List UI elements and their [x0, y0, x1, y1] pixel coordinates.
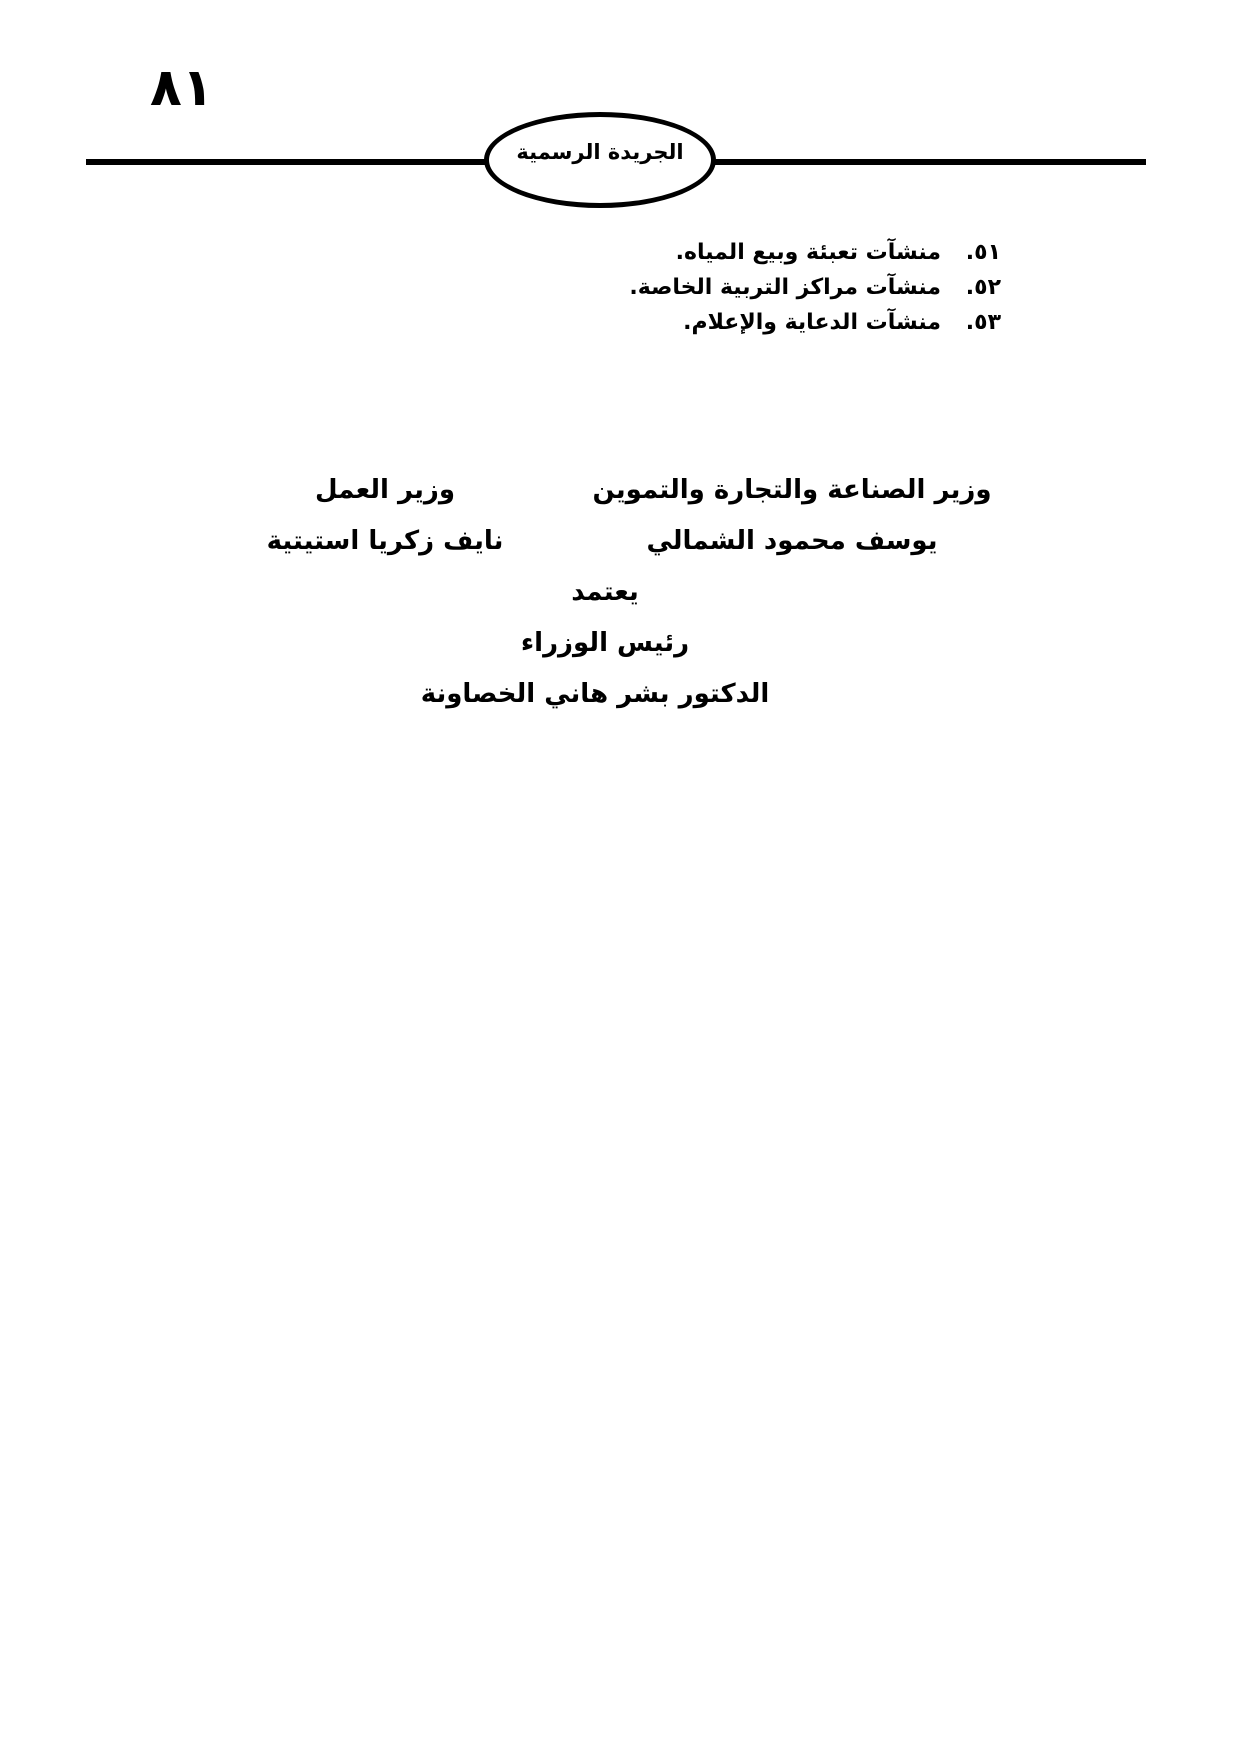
list-item-text: منشآت تعبئة وبيع المياه. [675, 240, 941, 265]
list-item [629, 275, 1001, 310]
list-item-number: ٥٢. [965, 275, 1001, 300]
list-item-text: منشآت مراكز التربية الخاصة. [629, 275, 941, 300]
minister-labor-name: نايف زكريا استيتية [266, 526, 504, 556]
facilities-list [629, 240, 1001, 345]
prime-minister-title: رئيس الوزراء [520, 628, 690, 658]
list-item-number: ٥١. [965, 240, 1001, 265]
minister-labor-title: وزير العمل [314, 475, 456, 505]
minister-industry-name: يوسف محمود الشمالي [646, 526, 938, 556]
list-item [629, 310, 1001, 345]
approve-label: يعتمد [571, 577, 639, 607]
list-item-number: ٥٣. [965, 310, 1001, 335]
prime-minister-name: الدكتور بشر هاني الخصاونة [420, 679, 770, 709]
gazette-title: الجريدة الرسمية [516, 140, 684, 164]
minister-industry-title: وزير الصناعة والتجارة والتموين [592, 475, 992, 505]
page-number: ٨١ [150, 58, 214, 118]
header-oval [484, 112, 716, 208]
list-item-text: منشآت الدعاية والإعلام. [683, 310, 941, 335]
list-item [629, 240, 1001, 275]
